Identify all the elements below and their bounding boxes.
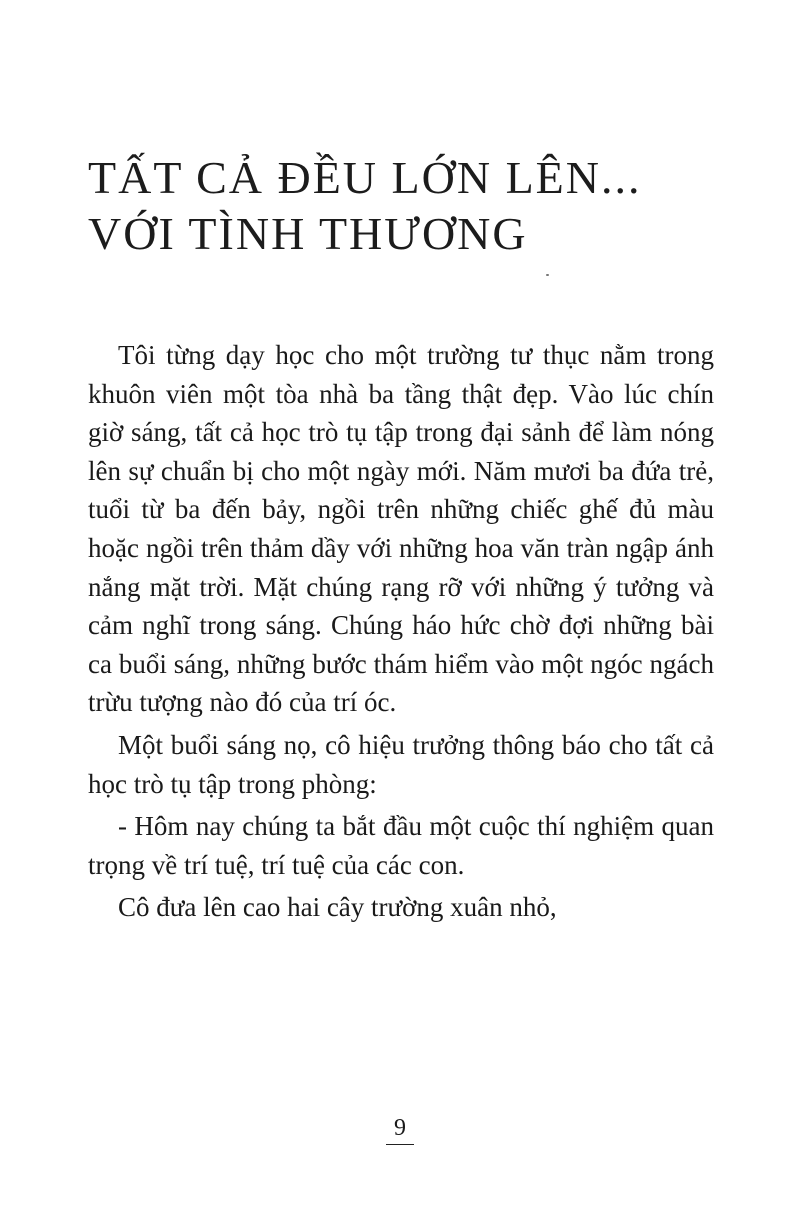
paragraph: Một buổi sáng nọ, cô hiệu trưởng thông báo cho tất cả học trò tụ tập trong phòng:	[88, 729, 714, 799]
chapter-title-line-1: TẤT CẢ ĐỀU LỚN LÊN...	[88, 152, 642, 203]
chapter-title	[88, 150, 748, 262]
body-text	[88, 336, 714, 927]
paragraph: - Hôm nay chúng ta bắt đầu một cuộc thí nghiệm quan trọng về trí tuệ, trí tuệ của các con.	[88, 811, 714, 880]
chapter-title-line-2: VỚI TÌNH THƯƠNG	[88, 208, 528, 259]
paragraph: Cô đưa lên cao hai cây trường xuân nhỏ,	[118, 892, 557, 923]
paragraph: Tôi từng dạy học cho một trường tư thục nằm trong khuôn viên một tòa nhà ba tầng thật đẹp. Vào lúc chín giờ sáng, tất cả học trò tụ tập trong đại sảnh để làm nóng lên sự chuẩn bị cho một ngày mới. Năm mươi ba đứa trẻ, tuổi từ ba đến bảy, ngồi trên những chiếc ghế đủ màu hoặc ngồi trên thảm dầy với những hoa văn tràn ngập ánh nắng mặt trời. Mặt chúng rạng rỡ với những ý tưởng và cảm nghĩ trong sáng. Chúng háo hức chờ đợi những bài ca buổi sáng, những bước thám hiểm vào một ngóc ngách trừu tượng nào đó của trí óc.	[88, 340, 714, 718]
print-speck	[546, 274, 549, 276]
page-footer	[0, 1113, 800, 1145]
page-number: 9	[386, 1113, 414, 1145]
